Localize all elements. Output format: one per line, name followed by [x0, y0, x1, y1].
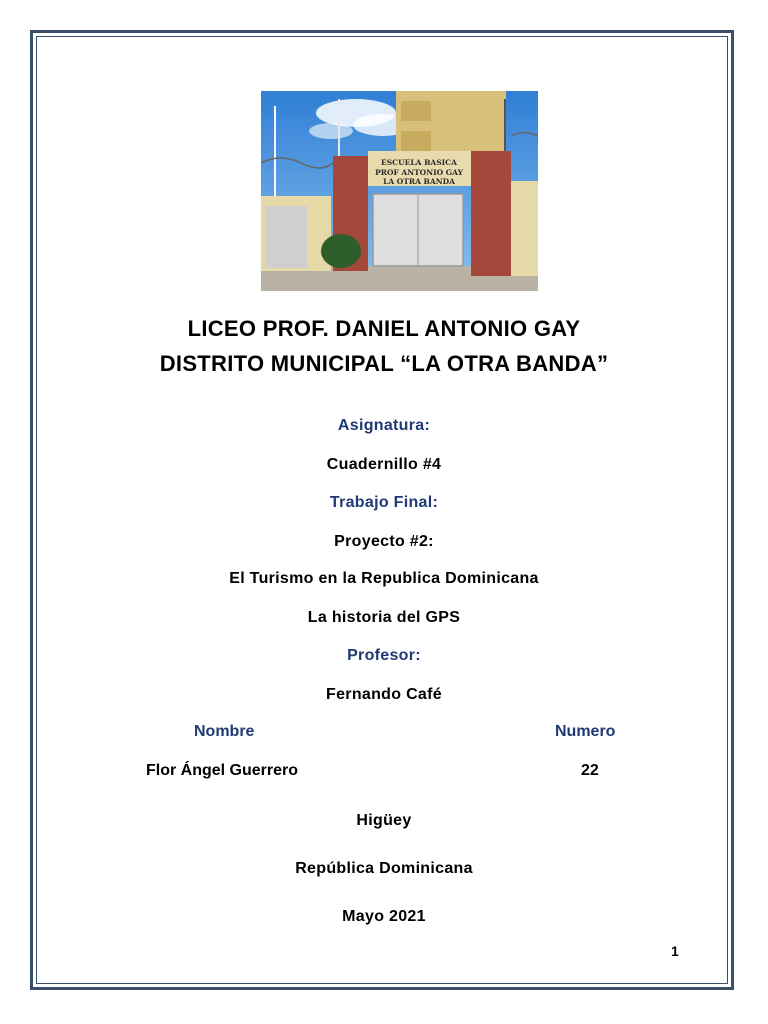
nombre-header: Nombre: [194, 723, 255, 740]
school-district: DISTRITO MUNICIPAL “LA OTRA BANDA”: [159, 351, 609, 376]
project-number: Proyecto #2:: [334, 533, 434, 550]
project-topic-tourism: El Turismo en la Republica Dominicana: [229, 570, 539, 587]
svg-text:ESCUELA BASICA: ESCUELA BASICA: [381, 158, 457, 167]
school-photo: [261, 91, 538, 291]
asignatura-label: Asignatura:: [337, 417, 431, 434]
profesor-label: Profesor:: [347, 647, 421, 664]
student-name: Flor Ángel Guerrero: [146, 762, 299, 779]
asignatura-value: Cuadernillo #4: [326, 456, 442, 473]
project-topic-gps: La historia del GPS: [307, 609, 461, 626]
page-number: 1: [671, 943, 679, 959]
svg-text:LA OTRA BANDA: LA OTRA BANDA: [383, 177, 455, 186]
profesor-value: Fernando Café: [326, 686, 442, 703]
svg-text:PROF ANTONIO GAY: PROF ANTONIO GAY: [375, 168, 463, 177]
city: Higüey: [356, 812, 412, 829]
numero-header: Numero: [555, 723, 616, 740]
school-name: LICEO PROF. DANIEL ANTONIO GAY: [187, 316, 581, 341]
trabajo-final-label: Trabajo Final:: [329, 494, 439, 511]
country: República Dominicana: [295, 860, 473, 877]
date: Mayo 2021: [342, 908, 426, 925]
student-number: 22: [581, 762, 599, 779]
